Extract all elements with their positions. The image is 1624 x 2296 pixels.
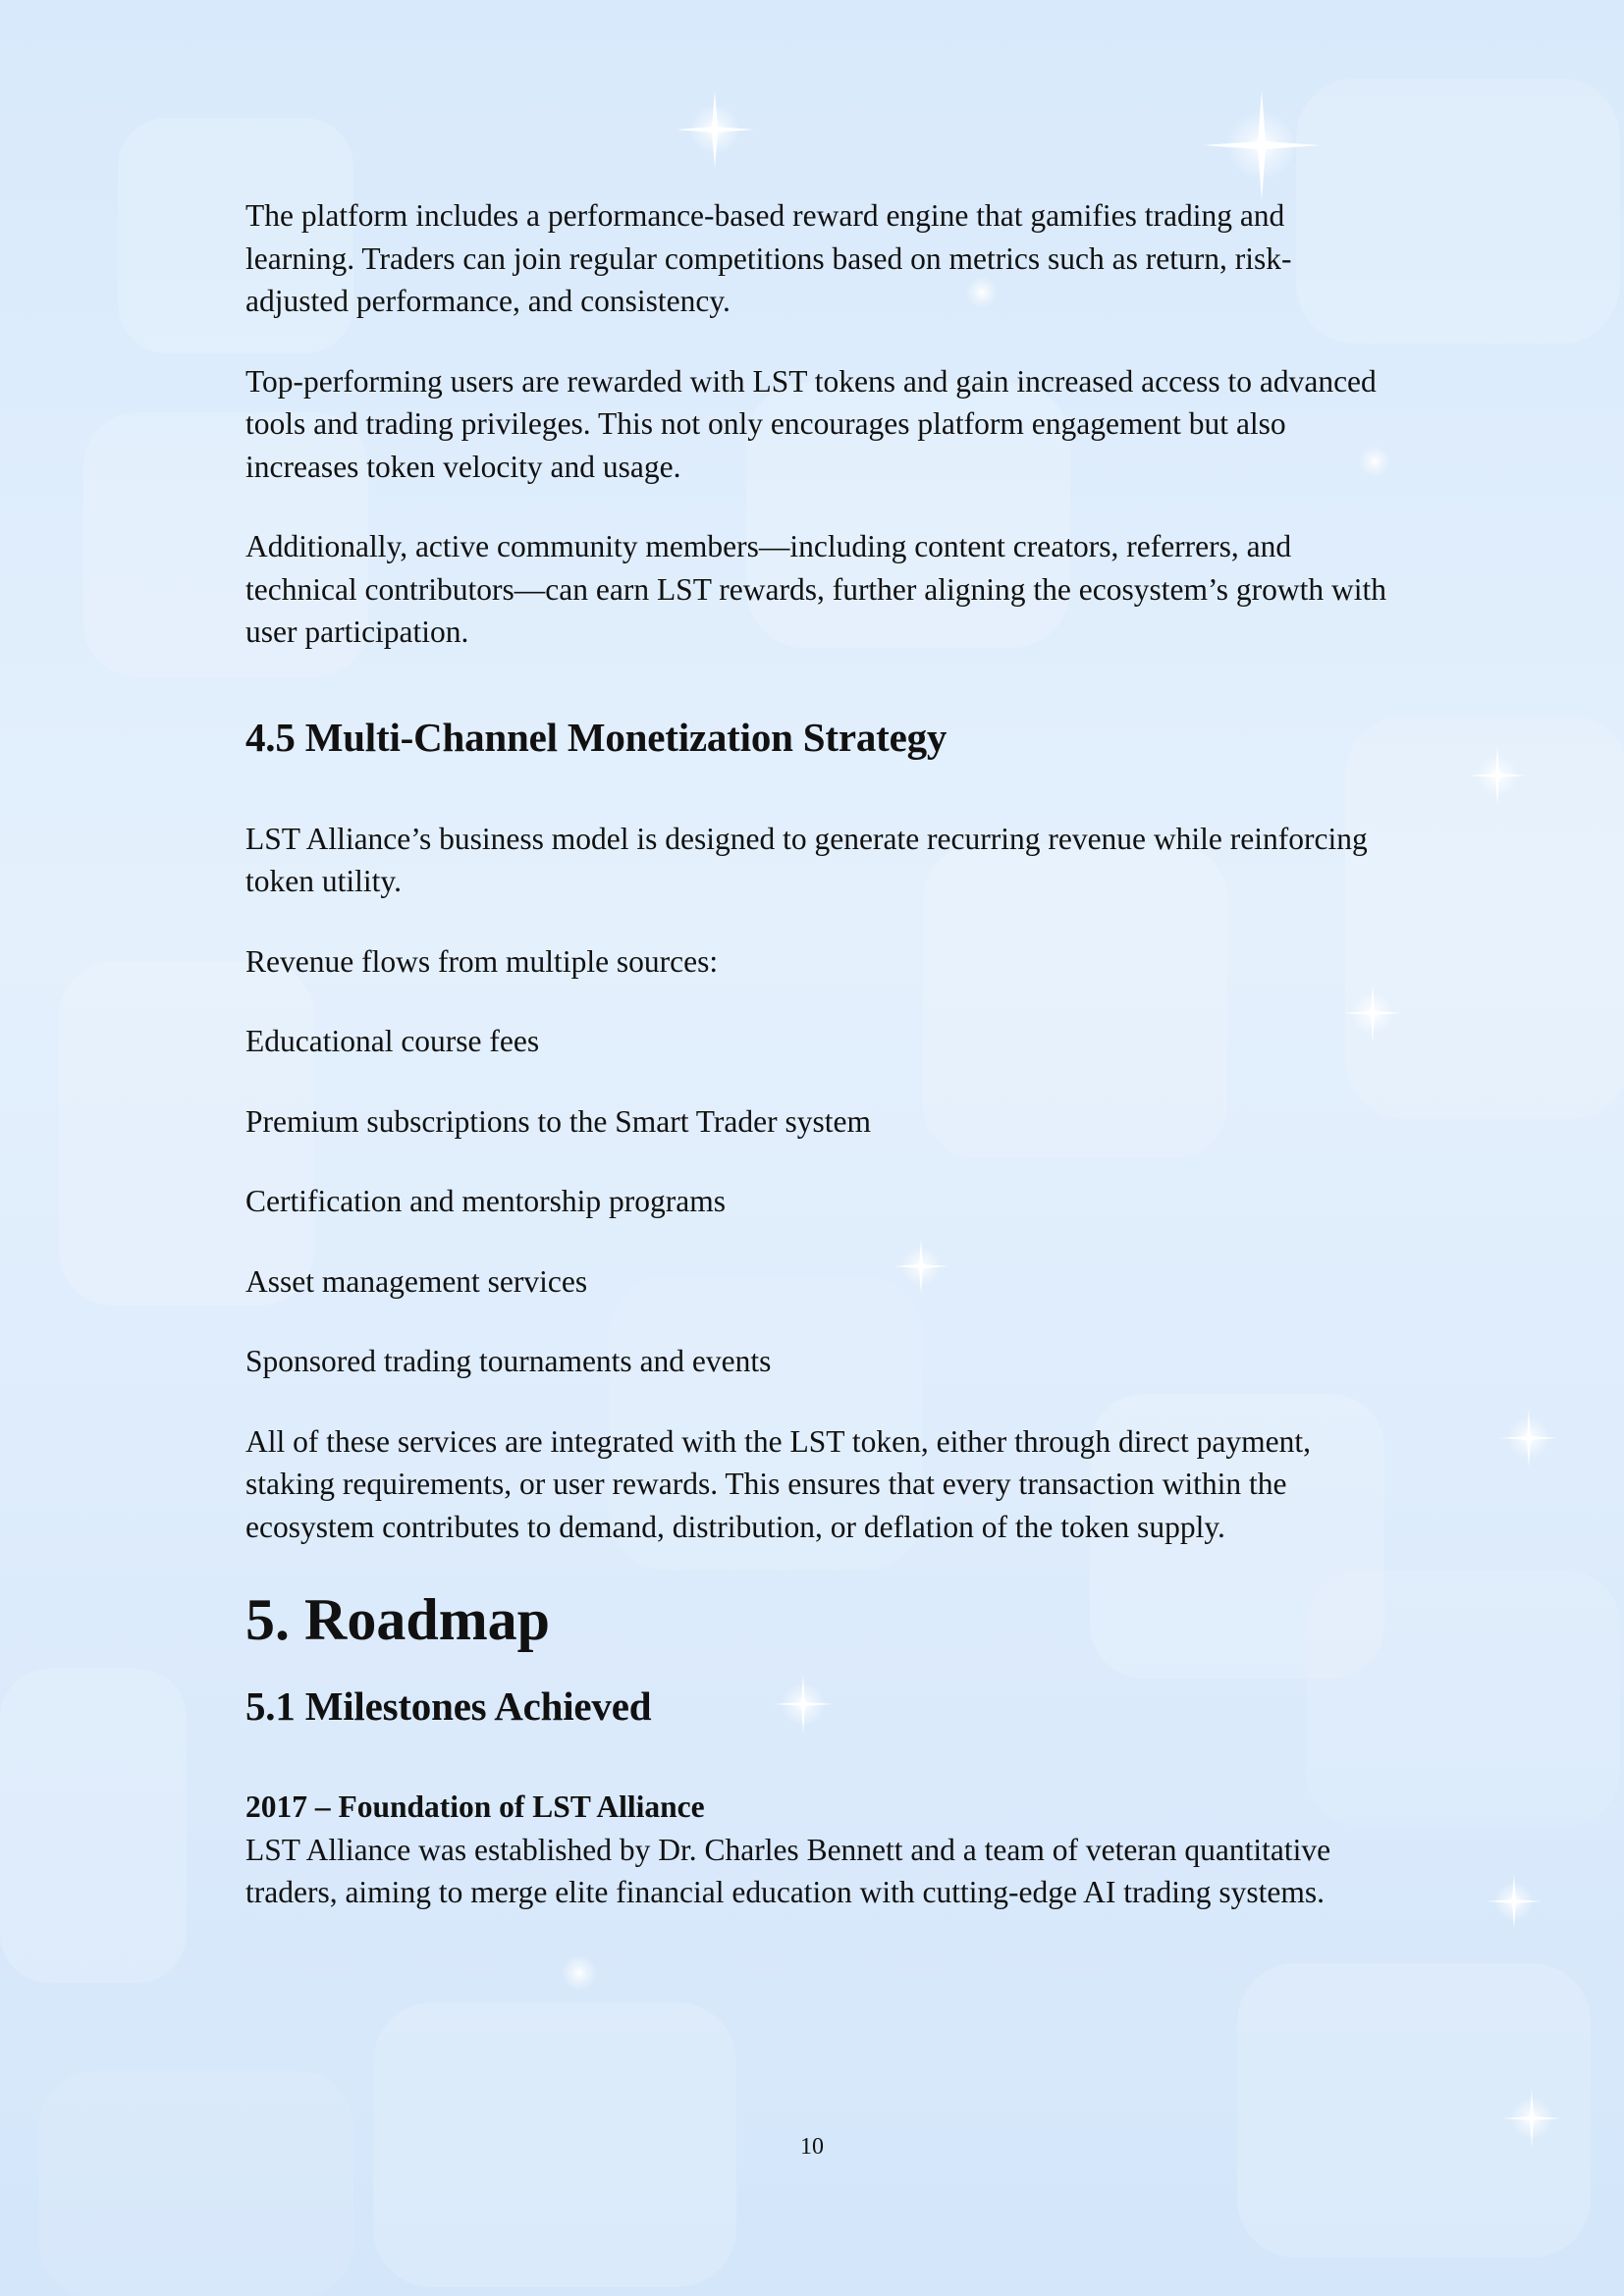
- section-conclusion-paragraph: All of these services are integrated with the LST token, either through direct payment, staking requirements, or user rewards. This ensures that every transaction within the ecosystem contributes to demand, distribution, or deflation of the token supply.: [245, 1423, 1311, 1544]
- milestone-title: 2017 – Foundation of LST Alliance: [245, 1789, 705, 1824]
- list-item: Educational course fees: [245, 1024, 540, 1058]
- revenue-sources-list: [245, 1020, 1394, 1383]
- body-paragraph: Top-performing users are rewarded with LST tokens and gain increased access to advanced tools and trading privileges. This not only encourages platform engagement but also increases token velocity and usage.: [245, 363, 1377, 484]
- body-paragraph: Additionally, active community members—including content creators, referrers, and technical contributors—can earn LST rewards, further aligning the ecosystem’s growth with user participation.: [245, 529, 1386, 649]
- body-paragraph: The platform includes a performance-based reward engine that gamifies trading and learning. Traders can join regular competitions based on metrics such as return, risk-adjusted performance, and consistency.: [245, 198, 1292, 318]
- list-item: Sponsored trading tournaments and events: [245, 1344, 772, 1378]
- page-number: 10: [800, 2134, 824, 2160]
- list-item: Certification and mentorship programs: [245, 1184, 727, 1218]
- list-item: Asset management services: [245, 1263, 588, 1299]
- section-heading-5-1: 5.1 Milestones Achieved: [245, 1683, 652, 1729]
- page-content: [245, 194, 1394, 1914]
- list-item: Premium subscriptions to the Smart Trader system: [245, 1103, 871, 1139]
- chapter-heading-5: 5. Roadmap: [245, 1587, 551, 1652]
- revenue-sources-intro: Revenue flows from multiple sources:: [245, 943, 719, 979]
- section-heading-4-5: 4.5 Multi-Channel Monetization Strategy: [245, 714, 947, 760]
- milestone-description: LST Alliance was established by Dr. Charles Bennett and a team of veteran quantitative traders, aiming to merge elite financial education with cutting-edge AI trading systems.: [245, 1832, 1331, 1909]
- section-intro-paragraph: LST Alliance’s business model is designed to generate recurring revenue while reinforcing token utility.: [245, 821, 1368, 898]
